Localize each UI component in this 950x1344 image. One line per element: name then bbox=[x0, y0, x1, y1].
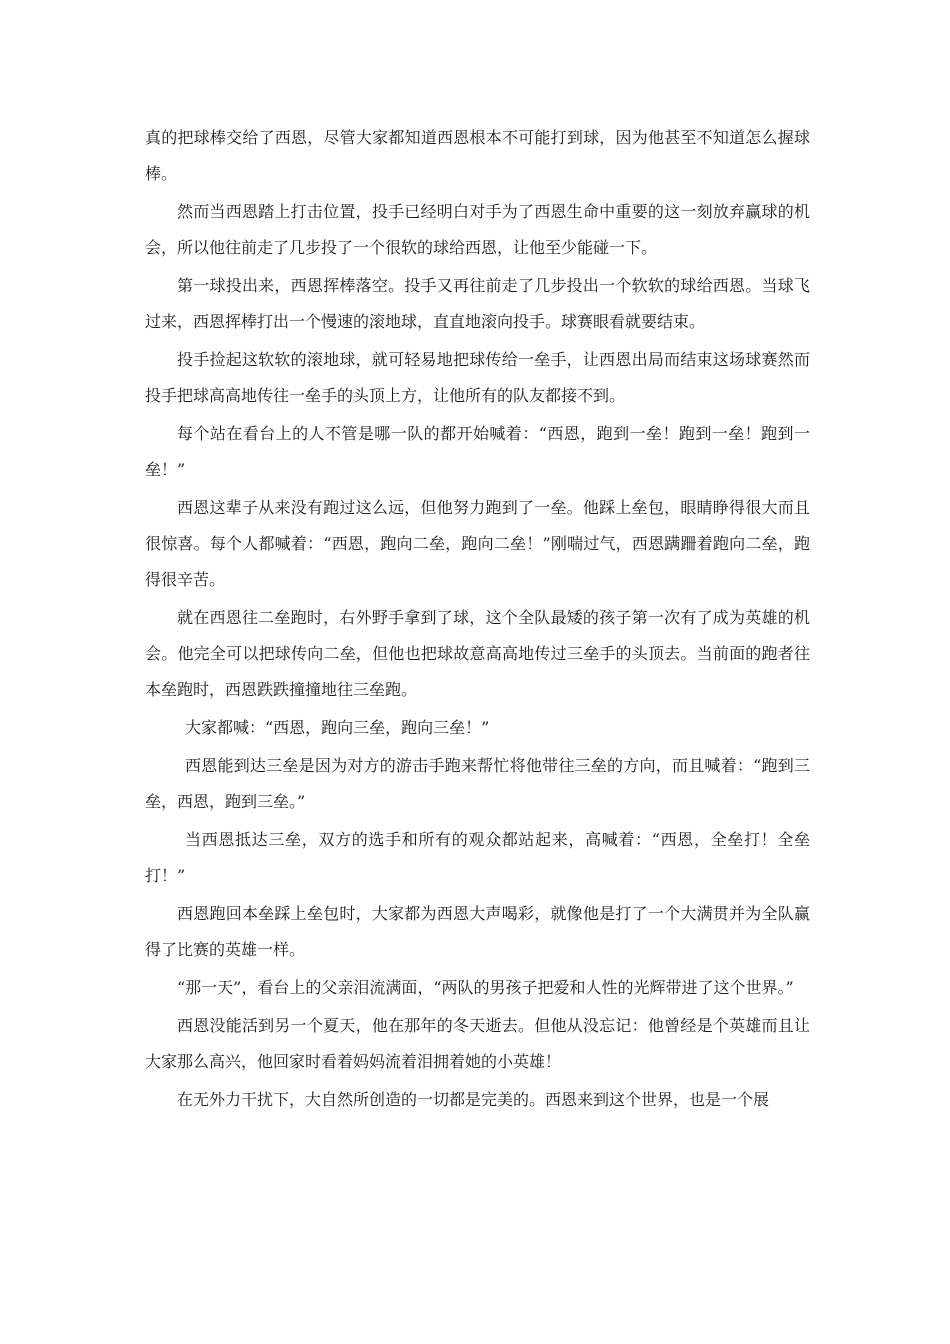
paragraph-2: 然而当西恩踏上打击位置，投手已经明白对手为了西恩生命中重要的这一刻放弃赢球的机会，所以他往前走了几步投了一个很软的球给西恩，让他至少能碰一下。 bbox=[145, 202, 810, 257]
paragraph-14: 在无外力干扰下，大自然所创造的一切都是完美的。西恩来到这个世界，也是一个展 bbox=[177, 1090, 770, 1109]
paragraph-8: 大家都喊：“西恩，跑向三垒，跑向三垒！” bbox=[185, 718, 490, 737]
paragraph-6: 西恩这辈子从来没有跑过这么远，但他努力跑到了一垒。他踩上垒包，眼睛睁得很大而且很惊喜。每个人都喊着：“西恩，跑向二垒，跑向二垒！”刚喘过气，西恩蹒跚着跑向二垒，跑得很辛苦。 bbox=[145, 498, 810, 589]
paragraph-9: 西恩能到达三垒是因为对方的游击手跑来帮忙将他带往三垒的方向，而且喊着：“跑到三垒，西恩，跑到三垒。” bbox=[145, 756, 810, 811]
paragraph-13: 西恩没能活到另一个夏天，他在那年的冬天逝去。但他从没忘记：他曾经是个英雄而且让大家那么高兴，他回家时看着妈妈流着泪拥着她的小英雄！ bbox=[145, 1016, 810, 1071]
paragraph-10: 当西恩抵达三垒，双方的选手和所有的观众都站起来，高喊着：“西恩，全垒打！全垒打！” bbox=[145, 830, 810, 885]
paragraph-4: 投手捡起这软软的滚地球，就可轻易地把球传给一垒手，让西恩出局而结束这场球赛然而投手把球高高地传往一垒手的头顶上方，让他所有的队友都接不到。 bbox=[145, 350, 810, 405]
document-body bbox=[145, 120, 810, 1120]
paragraph-5: 每个站在看台上的人不管是哪一队的都开始喊着：“西恩，跑到一垒！跑到一垒！跑到一垒！” bbox=[145, 424, 810, 479]
paragraph-11: 西恩跑回本垒踩上垒包时，大家都为西恩大声喝彩，就像他是打了一个大满贯并为全队赢得了比赛的英雄一样。 bbox=[145, 904, 810, 959]
paragraph-3: 第一球投出来，西恩挥棒落空。投手又再往前走了几步投出一个软软的球给西恩。当球飞过来，西恩挥棒打出一个慢速的滚地球，直直地滚向投手。球赛眼看就要结束。 bbox=[145, 276, 810, 331]
paragraph-12: “那一天”，看台上的父亲泪流满面，“两队的男孩子把爱和人性的光辉带进了这个世界。” bbox=[177, 978, 794, 997]
paragraph-7: 就在西恩往二垒跑时，右外野手拿到了球，这个全队最矮的孩子第一次有了成为英雄的机会。他完全可以把球传向二垒，但他也把球故意高高地传过三垒手的头顶去。当前面的跑者往本垒跑时，西恩跌跌撞撞地往三垒跑。 bbox=[145, 608, 810, 699]
paragraph-1: 真的把球棒交给了西恩，尽管大家都知道西恩根本不可能打到球，因为他甚至不知道怎么握球棒。 bbox=[145, 128, 810, 183]
